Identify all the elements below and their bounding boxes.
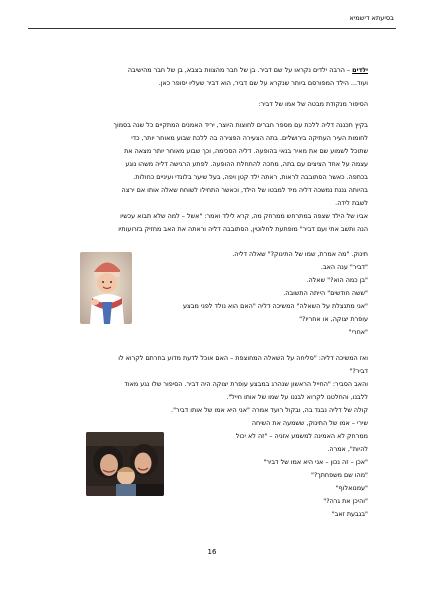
story-line: לחומות העיר העתיקה בירושלים. בתה הצעירה הפצירה בה ללכת שבוע מאוחר יותר, כדי: [131, 134, 368, 142]
story-line: דביר?": [349, 367, 368, 375]
story-line: אביו של הילד שצפה במתרחש ממרחק מה, קרא לילד ואמר: "אשל – למה שלא תבוא עכשיו: [120, 212, 368, 220]
spacer: [52, 90, 368, 98]
baby-photo-image: [80, 252, 132, 324]
paragraph-children-heading: ילדים: [352, 66, 368, 74]
dialogue-line: "דביר" ענה האב.: [320, 263, 368, 271]
story-line: ואז המשיכה דליה: "סליחה על השאלה המחוצפת – האם אוכל לדעת מדוע בחרתם לקרוא לו: [118, 354, 368, 362]
text-block-dialogue-2: [168, 417, 368, 521]
dialogue-line: "ששה חודשים" הייתה התשובה.: [283, 289, 368, 297]
dialogue-line: "אחרי": [348, 328, 368, 336]
story-line: להיות", אמרה.: [327, 445, 368, 453]
story-line: בהיותה גננת נמשכה דליה מיד למבטו של הילד, וכאשר התחילו לשוחח שאלה אותו אם ירצה: [121, 186, 368, 194]
story-line: הנה ותשב אתי ועם דביר" מופתעת לחלוטין, הסתובבה דליה וראתה את האב מחזיק בזרועותיו: [118, 225, 368, 233]
family-photo: [86, 432, 164, 496]
dialogue-line: "והיכן את גרה?": [323, 497, 368, 505]
header-title: בסיעתא דישמיא: [349, 14, 394, 22]
story-line: בכתפה. כאשר הסתובבה לראות, ראתה ילד קטן ויפה, בעל שיער בלונדי ועיניים כחולות.: [133, 173, 368, 181]
story-line: לשבת לידה.: [335, 199, 368, 207]
paragraph-children-text: – הרבה ילדים נקראו על שם דביר. בן של חבר מהצוות בצבא, בן של חבר מהישיבה: [127, 66, 353, 74]
story-line: והאב הסביר: "החייל הראשון שנהרג במבצע עופרת יצוקה היה דביר. הסיפור שלו נגע מאוד: [124, 380, 368, 388]
dialogue-line: "מהו שם משפחתך?": [310, 471, 368, 479]
story-line: קולה של דליה נבגד בה, ובקול רועד אמרה "אני היא אמו של אותו דביר".: [171, 406, 368, 414]
story-line: שתוכל לשמוע שם את מאיר בנאי בהופעה. דליה הסכימה, וכך שבוע מאוחר יותר מצאה את: [124, 147, 368, 155]
dialogue-line: "בגבעת זאב": [331, 510, 368, 518]
dialogue-line: "אני מתנצלת על השאלה" המשיכה דליה "האם הוא נולד לפני מבצע: [182, 302, 368, 310]
dialogue-line: "עמנואלוף": [335, 484, 368, 492]
page-number: 16: [207, 548, 217, 556]
story-line: בקיץ תכננה דליה ללכת עם מספר חברים לחוצות היוצר, יריד האמנים המתקיים כל שנה בסמוך: [113, 121, 368, 129]
story-line: עצמה על אחד הציצים עם בתה, מחכה להתחלת ההופעה. לפתע הרגישה דליה משהו נוגע: [125, 160, 368, 168]
paragraph-children-line-1: [52, 64, 368, 77]
header-divider: [28, 28, 396, 29]
story-line: ממרחק לא האמינה למשמע אזניה – "זה לא יכול: [235, 432, 368, 440]
story-heading: הסיפור מנקודת מבטה של אמו של דביר:: [258, 100, 368, 108]
dialogue-line: "בן כמה הוא?" שאלה.: [306, 276, 368, 284]
baby-photo: [80, 252, 132, 324]
paragraph-children-line-2: ועוד... הילד המפורסם ביותר שנקרא על שם דביר, הוא דביר שעליו יסופר כאן.: [158, 79, 368, 87]
spacer: [52, 111, 368, 119]
text-block-dialogue-1: [128, 248, 368, 339]
text-block-top: [52, 64, 368, 236]
dialogue-line: עופרת יצוקה, או אחריו?": [299, 315, 368, 323]
story-line: תינוק. "מה אמרת, שמו של התינוק?" שאלה דליה.: [232, 250, 368, 258]
story-line: שירי – אמו של התינוק, ששמעה את השיחה: [251, 419, 368, 427]
story-line: ללבנו, והחלטנו לקרוא לבננו על שמו של אותו חייל".: [226, 393, 368, 401]
dialogue-line: "אכן – זה נכון – אני היא אמו של דביר": [263, 458, 368, 466]
family-photo-image: [86, 432, 164, 496]
text-block-middle: [52, 352, 368, 417]
